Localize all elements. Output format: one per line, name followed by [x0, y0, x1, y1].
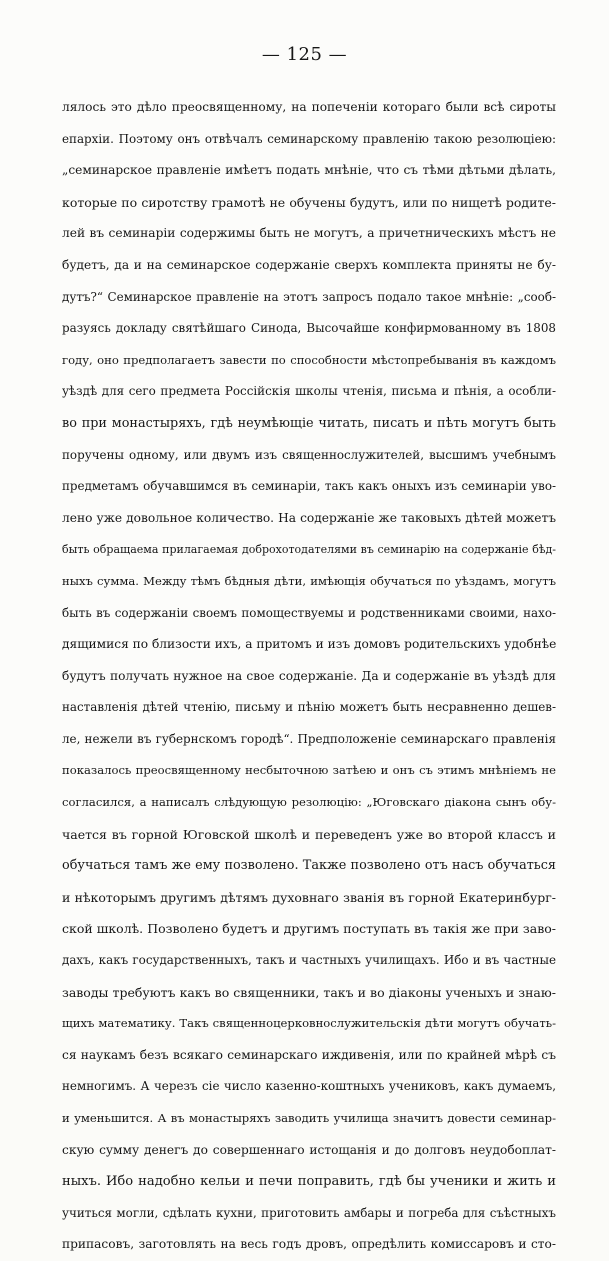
body-text	[62, 92, 556, 1261]
text-line: и уменьшится. А въ монастыряхъ заводить училища значитъ довести семинар-	[62, 1111, 556, 1125]
text-line: обучаться тамъ же ему позволено. Также позволено отъ насъ обучаться	[62, 858, 556, 874]
text-line: будетъ, да и на семинарское содержаніе сверхъ комплекта приняты не бу-	[62, 257, 556, 272]
text-line: во при монастыряхъ, гдѣ неумѣющіе читать, писать и пѣть могутъ быть	[62, 415, 556, 431]
text-line: ся наукамъ безъ всякаго семинарскаго иждивенія, или по крайней мѣрѣ съ	[62, 1047, 556, 1062]
text-line: быть обращаема прилагаемая доброхотодателями въ семинарію на содержаніе бѣд-	[62, 543, 556, 557]
text-line: наставленія дѣтей чтенію, письму и пѣнію можетъ быть несравненно дешев-	[62, 700, 556, 715]
text-line: предметамъ обучавшимся въ семинаріи, такъ какъ оныхъ изъ семинаріи уво-	[62, 479, 556, 494]
text-line: лей въ семинаріи содержимы быть не могутъ, а причетническихъ мѣстъ не	[62, 226, 556, 241]
text-line: согласился, а написалъ слѣдующую резолюцію: „Юговскаго діакона сынъ обу-	[62, 795, 556, 810]
text-line: поручены одному, или двумъ изъ священнослужителей, высшимъ учебнымъ	[62, 447, 556, 462]
text-line: дящимися по близости ихъ, а притомъ и изъ домовъ родительскихъ удобнѣе	[62, 637, 556, 652]
text-line: лено уже довольное количество. На содержаніе же таковыхъ дѣтей можетъ	[62, 510, 556, 525]
page-number: — 125 —	[261, 44, 348, 65]
text-line: которые по сиротству грамотѣ не обучены будутъ, или по нищетѣ родите-	[62, 194, 556, 210]
text-line: году, оно предполагаетъ завести по способности мѣстопребыванія въ каждомъ	[62, 352, 556, 367]
text-line: чается въ горной Юговской школѣ и переведенъ уже во второй классъ и	[62, 826, 556, 842]
text-line: дутъ?“ Семинарское правленіе на этотъ запросъ подало такое мнѣніе: „сооб-	[62, 289, 556, 304]
text-line: ныхъ сумма. Между тѣмъ бѣдныя дѣти, имѣющія обучаться по уѣздамъ, могутъ	[62, 573, 556, 588]
text-line: будутъ получать нужное на свое содержаніе. Да и содержаніе въ уѣздѣ для	[62, 668, 556, 683]
text-line: лялось это дѣло преосвященному, на попеченіи котораго были всѣ сироты	[62, 100, 556, 114]
text-line: скую сумму денегъ до совершеннаго истощанія и до долговъ неудобоплат-	[62, 1142, 556, 1157]
text-line: учиться могли, сдѣлать кухни, приготовить амбары и погреба для съѣстныхъ	[62, 1205, 556, 1220]
text-line: дахъ, какъ государственныхъ, такъ и частныхъ училищахъ. Ибо и въ частные	[62, 953, 556, 968]
text-line: уѣздѣ для сего предмета Россійскія школы чтенія, письма и пѣнія, а особли-	[62, 384, 556, 399]
text-line: ле, нежели въ губернскомъ городѣ“. Предположеніе семинарскаго правленія	[62, 731, 556, 746]
text-line: заводы требуютъ какъ во священники, такъ и во діаконы ученыхъ и знаю-	[62, 984, 556, 1000]
text-line: „семинарское правленіе имѣетъ подать мнѣніе, что съ тѣми дѣтьми дѣлать,	[62, 163, 556, 178]
text-line: и нѣкоторымъ другимъ дѣтямъ духовнаго званія въ горной Екатеринбург-	[62, 889, 556, 905]
text-line: ныхъ. Ибо надобно кельи и печи поправить, гдѣ бы ученики и жить и	[62, 1174, 556, 1190]
text-line: разуясь докладу святѣйшаго Синода, Высочайше конфирмованному въ 1808	[62, 321, 556, 336]
text-line: щихъ математику. Такъ священноцерковнослужительскія дѣти могутъ обучать-	[62, 1016, 556, 1031]
text-line: припасовъ, заготовлять на весь годъ дровъ, опредѣлить комиссаровъ и сто-	[62, 1237, 556, 1252]
text-line: быть въ содержаніи своемъ помоществуемы и родственниками своими, нахо-	[62, 605, 556, 620]
text-line: немногимъ. А черезъ сіе число казенно-коштныхъ учениковъ, какъ думаемъ,	[62, 1079, 556, 1094]
text-line: показалось преосвященному несбыточною затѣею и онъ съ этимъ мнѣніемъ не	[62, 763, 556, 778]
text-line: ской школѣ. Позволено будетъ и другимъ поступать въ такія же при заво-	[62, 921, 556, 937]
text-line: епархіи. Поэтому онъ отвѣчалъ семинарскому правленію такою резолюціею:	[62, 131, 556, 146]
